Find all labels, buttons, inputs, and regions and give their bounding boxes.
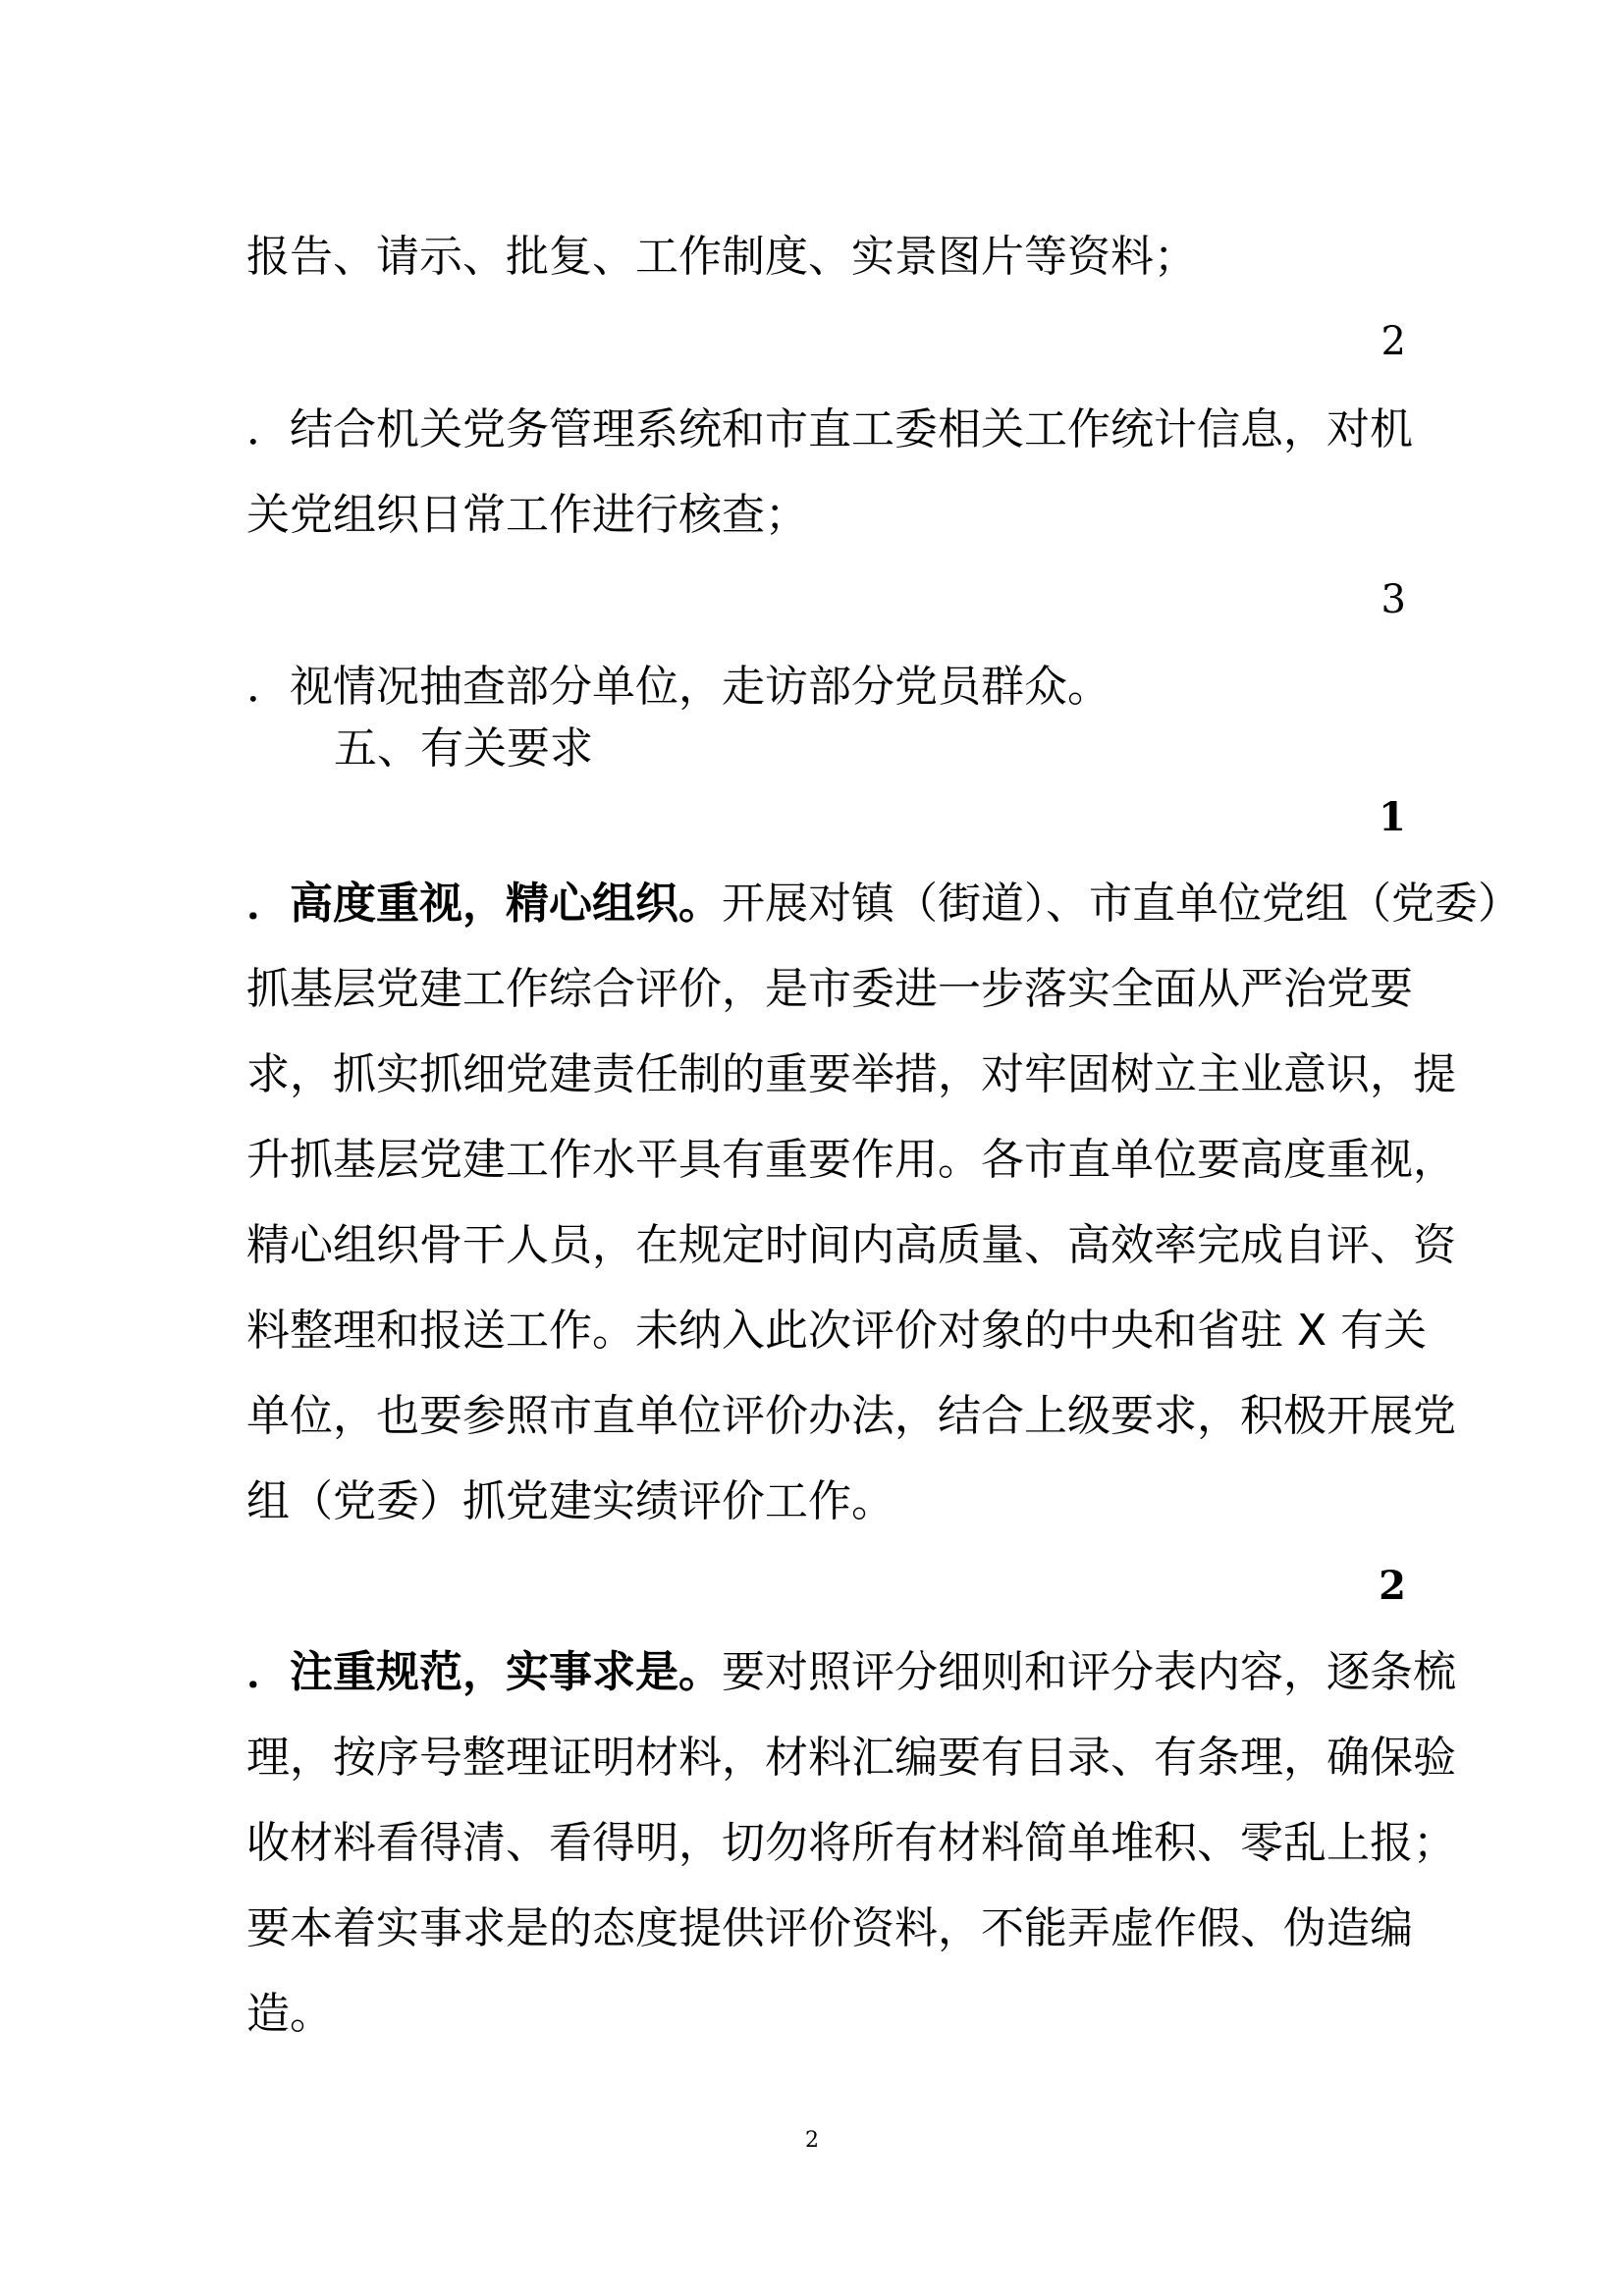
- text-line: 求，抓实抓细党建责任制的重要举措，对牢固树立主业意识，提: [246, 1049, 1456, 1099]
- paragraph-requirement-1: [246, 861, 1521, 1544]
- text-line: 升抓基层党建工作水平具有重要作用。各市直单位要高度重视，: [246, 1135, 1456, 1185]
- text-line: 精心组织骨干人员，在规定时间内高质量、高效率完成自评、资: [246, 1220, 1456, 1270]
- item-number: 2: [1380, 319, 1406, 364]
- item-number: 3: [1380, 577, 1406, 622]
- text-line: ．视情况抽查部分单位，走访部分党员群众。: [246, 662, 1110, 712]
- text-line: 收材料看得清、看得明，切勿将所有材料简单堆积、零乱上报；: [246, 1818, 1456, 1868]
- text-line: 要本着实事求是的态度提供评价资料，不能弄虚作假、伪造编: [246, 1903, 1413, 1953]
- text-line: ．结合机关党务管理系统和市直工委相关工作统计信息，对机: [246, 404, 1413, 454]
- paragraph-title: ．注重规范，实事求是。: [246, 1647, 722, 1697]
- text-line: 料整理和报送工作。未纳入此次评价对象的中央和省驻 X 有关: [246, 1306, 1428, 1356]
- text-line: 抓基层党建工作综合评价，是市委进一步落实全面从严治党要: [246, 964, 1413, 1014]
- paragraph-requirement-2: [246, 1629, 1456, 2056]
- paragraph-title: ．高度重视，精心组织。: [246, 879, 722, 929]
- text-line: [246, 861, 1521, 946]
- text-line: 关党组织日常工作进行核查；: [246, 490, 808, 540]
- item-number: 1: [1379, 794, 1406, 840]
- text-line: 组（党委）抓党建实绩评价工作。: [246, 1476, 894, 1526]
- text-run: 开展对镇（街道）、市直单位党组（党委）: [722, 879, 1521, 929]
- text-line: [246, 1629, 1456, 1715]
- page-number: 2: [805, 2128, 819, 2153]
- text-run: 要对照评分细则和评分表内容，逐条梳: [722, 1647, 1456, 1697]
- text-line: 造。: [246, 1989, 333, 2039]
- item-number: 2: [1379, 1563, 1406, 1609]
- text-line: 理，按序号整理证明材料，材料汇编要有目录、有条理，确保验: [246, 1733, 1456, 1783]
- text-line: 报告、请示、批复、工作制度、实景图片等资料；: [246, 232, 1197, 282]
- section-heading: 五、有关要求: [334, 723, 593, 774]
- text-line: 单位，也要参照市直单位评价办法，结合上级要求，积极开展党: [246, 1391, 1456, 1441]
